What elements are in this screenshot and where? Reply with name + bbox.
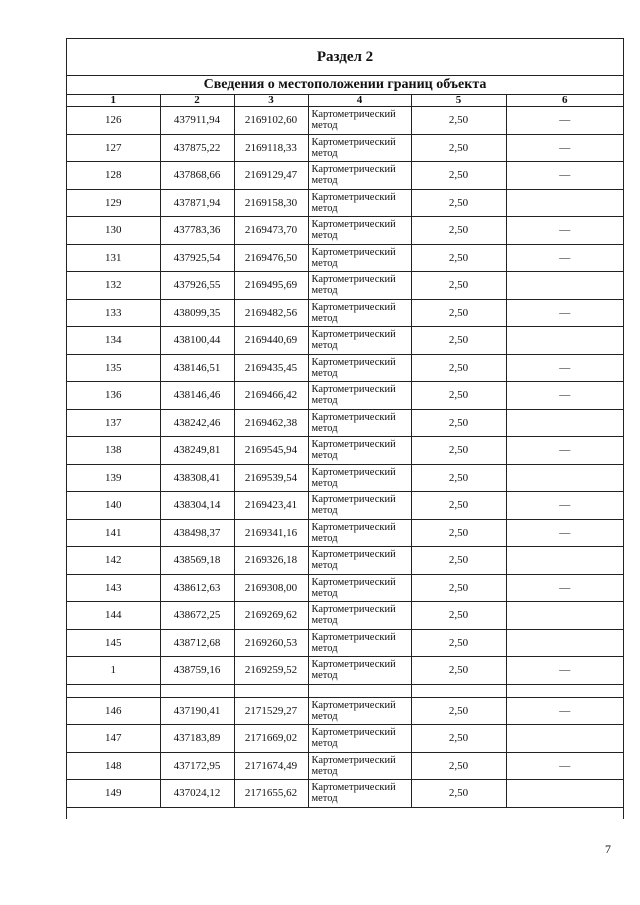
column-header: 3 [234,95,308,107]
x-coordinate-cell: 437868,66 [160,162,234,190]
point-number-cell: 143 [67,574,160,602]
table-row [67,574,623,602]
point-number-cell: 136 [67,382,160,410]
y-coordinate-cell: 2169466,42 [234,382,308,410]
x-coordinate-cell: 437875,22 [160,134,234,162]
y-coordinate-cell: 2169102,60 [234,107,308,135]
y-coordinate-cell: 2171529,27 [234,697,308,725]
note-cell: — [506,519,623,547]
point-number-cell: 149 [67,780,160,808]
method-cell: Картометрический метод [308,354,411,382]
table-row [67,780,623,808]
empty-cell [506,684,623,697]
x-coordinate-cell: 437783,36 [160,217,234,245]
accuracy-cell: 2,50 [411,725,506,753]
table-row [67,327,623,355]
note-cell [506,629,623,657]
note-cell: — [506,354,623,382]
table-row [67,382,623,410]
method-cell: Картометрический метод [308,217,411,245]
point-number-cell: 148 [67,752,160,780]
point-number-cell: 139 [67,464,160,492]
point-number-cell: 145 [67,629,160,657]
table-row [67,492,623,520]
y-coordinate-cell: 2169260,53 [234,629,308,657]
point-number-cell: 140 [67,492,160,520]
x-coordinate-cell: 437190,41 [160,697,234,725]
point-number-cell: 132 [67,272,160,300]
method-cell: Картометрический метод [308,492,411,520]
note-cell: — [506,697,623,725]
x-coordinate-cell: 437183,89 [160,725,234,753]
separator-row [67,684,623,697]
x-coordinate-cell: 438672,25 [160,602,234,630]
y-coordinate-cell: 2169473,70 [234,217,308,245]
section-subtitle: Сведения о местоположении границ объекта [67,75,623,95]
note-cell [506,547,623,575]
x-coordinate-cell: 437911,94 [160,107,234,135]
point-number-cell: 131 [67,244,160,272]
note-cell: — [506,162,623,190]
column-header: 1 [67,95,160,107]
x-coordinate-cell: 438146,51 [160,354,234,382]
table-row [67,697,623,725]
table-row [67,162,623,190]
y-coordinate-cell: 2171655,62 [234,780,308,808]
y-coordinate-cell: 2169476,50 [234,244,308,272]
method-cell: Картометрический метод [308,409,411,437]
accuracy-cell: 2,50 [411,162,506,190]
method-cell: Картометрический метод [308,299,411,327]
y-coordinate-cell: 2169435,45 [234,354,308,382]
method-cell: Картометрический метод [308,547,411,575]
point-number-cell: 146 [67,697,160,725]
y-coordinate-cell: 2169308,00 [234,574,308,602]
note-cell: — [506,657,623,685]
note-cell [506,409,623,437]
method-cell: Картометрический метод [308,602,411,630]
point-number-cell: 1 [67,657,160,685]
table-row [67,725,623,753]
point-number-cell: 130 [67,217,160,245]
accuracy-cell: 2,50 [411,519,506,547]
point-number-cell: 137 [67,409,160,437]
table-row [67,272,623,300]
note-cell [506,780,623,808]
y-coordinate-cell: 2169341,16 [234,519,308,547]
table-row [67,244,623,272]
note-cell: — [506,217,623,245]
accuracy-cell: 2,50 [411,492,506,520]
table-row [67,519,623,547]
y-coordinate-cell: 2169326,18 [234,547,308,575]
table-row [67,189,623,217]
accuracy-cell: 2,50 [411,409,506,437]
accuracy-cell: 2,50 [411,272,506,300]
x-coordinate-cell: 437172,95 [160,752,234,780]
method-cell: Картометрический метод [308,162,411,190]
method-cell: Картометрический метод [308,244,411,272]
x-coordinate-cell: 438569,18 [160,547,234,575]
x-coordinate-cell: 438712,68 [160,629,234,657]
point-number-cell: 135 [67,354,160,382]
point-number-cell: 126 [67,107,160,135]
accuracy-cell: 2,50 [411,382,506,410]
note-cell: — [506,574,623,602]
accuracy-cell: 2,50 [411,134,506,162]
table-row [67,354,623,382]
method-cell: Картометрический метод [308,189,411,217]
empty-cell [308,684,411,697]
point-number-cell: 129 [67,189,160,217]
point-number-cell: 144 [67,602,160,630]
table-row [67,217,623,245]
method-cell: Картометрический метод [308,629,411,657]
empty-cell [411,684,506,697]
x-coordinate-cell: 438759,16 [160,657,234,685]
y-coordinate-cell: 2169440,69 [234,327,308,355]
x-coordinate-cell: 438308,41 [160,464,234,492]
table-row [67,134,623,162]
y-coordinate-cell: 2169129,47 [234,162,308,190]
method-cell: Картометрический метод [308,752,411,780]
table-row [67,107,623,135]
empty-cell [234,684,308,697]
method-cell: Картометрический метод [308,272,411,300]
accuracy-cell: 2,50 [411,107,506,135]
table-row [67,299,623,327]
note-cell: — [506,437,623,465]
section-title: Раздел 2 [67,39,623,76]
note-cell: — [506,107,623,135]
note-cell [506,327,623,355]
x-coordinate-cell: 438242,46 [160,409,234,437]
method-cell: Картометрический метод [308,382,411,410]
method-cell: Картометрический метод [308,574,411,602]
y-coordinate-cell: 2171674,49 [234,752,308,780]
y-coordinate-cell: 2169423,41 [234,492,308,520]
table-row [67,547,623,575]
table-header-row [67,95,623,107]
y-coordinate-cell: 2169545,94 [234,437,308,465]
point-number-cell: 147 [67,725,160,753]
y-coordinate-cell: 2169158,30 [234,189,308,217]
point-number-cell: 142 [67,547,160,575]
accuracy-cell: 2,50 [411,299,506,327]
table-row [67,409,623,437]
x-coordinate-cell: 438498,37 [160,519,234,547]
point-number-cell: 127 [67,134,160,162]
column-header: 4 [308,95,411,107]
x-coordinate-cell: 438249,81 [160,437,234,465]
empty-cell [160,684,234,697]
method-cell: Картометрический метод [308,725,411,753]
y-coordinate-cell: 2171669,02 [234,725,308,753]
note-cell: — [506,244,623,272]
accuracy-cell: 2,50 [411,189,506,217]
accuracy-cell: 2,50 [411,629,506,657]
accuracy-cell: 2,50 [411,602,506,630]
empty-cell [67,684,160,697]
method-cell: Картометрический метод [308,657,411,685]
accuracy-cell: 2,50 [411,327,506,355]
note-cell: — [506,382,623,410]
y-coordinate-cell: 2169482,56 [234,299,308,327]
y-coordinate-cell: 2169462,38 [234,409,308,437]
x-coordinate-cell: 438146,46 [160,382,234,410]
column-header: 6 [506,95,623,107]
point-number-cell: 134 [67,327,160,355]
table-row [67,437,623,465]
method-cell: Картометрический метод [308,134,411,162]
accuracy-cell: 2,50 [411,547,506,575]
note-cell: — [506,134,623,162]
method-cell: Картометрический метод [308,107,411,135]
accuracy-cell: 2,50 [411,437,506,465]
accuracy-cell: 2,50 [411,752,506,780]
x-coordinate-cell: 437926,55 [160,272,234,300]
y-coordinate-cell: 2169259,52 [234,657,308,685]
accuracy-cell: 2,50 [411,464,506,492]
method-cell: Картометрический метод [308,780,411,808]
note-cell: — [506,299,623,327]
x-coordinate-cell: 437871,94 [160,189,234,217]
x-coordinate-cell: 438099,35 [160,299,234,327]
y-coordinate-cell: 2169539,54 [234,464,308,492]
point-number-cell: 138 [67,437,160,465]
column-header: 5 [411,95,506,107]
method-cell: Картометрический метод [308,519,411,547]
column-header: 2 [160,95,234,107]
point-number-cell: 141 [67,519,160,547]
method-cell: Картометрический метод [308,464,411,492]
table-row [67,657,623,685]
accuracy-cell: 2,50 [411,657,506,685]
boundary-table [67,95,623,808]
method-cell: Картометрический метод [308,327,411,355]
x-coordinate-cell: 438100,44 [160,327,234,355]
x-coordinate-cell: 437925,54 [160,244,234,272]
table-row [67,629,623,657]
y-coordinate-cell: 2169118,33 [234,134,308,162]
y-coordinate-cell: 2169269,62 [234,602,308,630]
accuracy-cell: 2,50 [411,354,506,382]
point-number-cell: 128 [67,162,160,190]
x-coordinate-cell: 437024,12 [160,780,234,808]
accuracy-cell: 2,50 [411,780,506,808]
document-sheet [66,38,624,819]
note-cell: — [506,752,623,780]
note-cell [506,725,623,753]
y-coordinate-cell: 2169495,69 [234,272,308,300]
x-coordinate-cell: 438612,63 [160,574,234,602]
note-cell [506,272,623,300]
note-cell [506,189,623,217]
accuracy-cell: 2,50 [411,574,506,602]
note-cell [506,464,623,492]
table-row [67,752,623,780]
accuracy-cell: 2,50 [411,244,506,272]
table-row [67,464,623,492]
accuracy-cell: 2,50 [411,217,506,245]
x-coordinate-cell: 438304,14 [160,492,234,520]
page-number: 7 [605,842,611,856]
point-number-cell: 133 [67,299,160,327]
note-cell [506,602,623,630]
accuracy-cell: 2,50 [411,697,506,725]
method-cell: Картометрический метод [308,697,411,725]
method-cell: Картометрический метод [308,437,411,465]
table-row [67,602,623,630]
note-cell: — [506,492,623,520]
